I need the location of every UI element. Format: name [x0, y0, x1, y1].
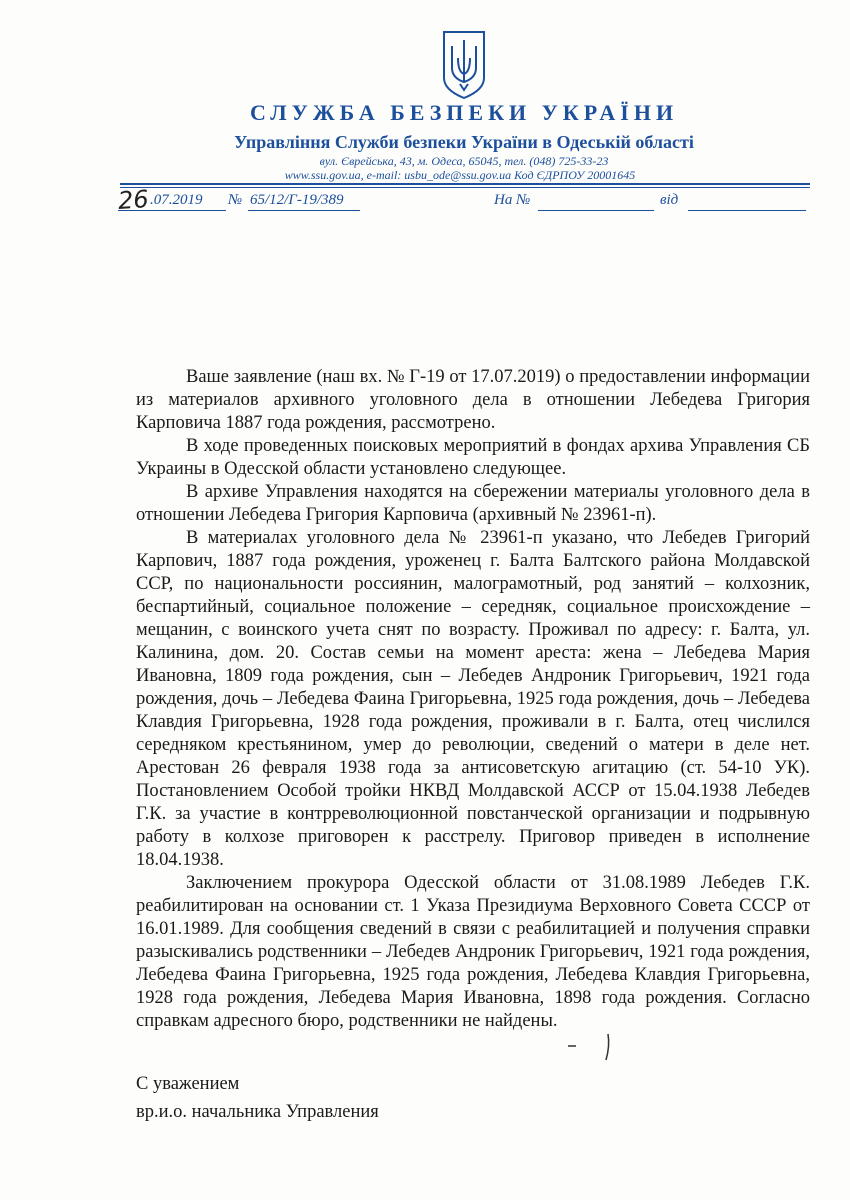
date-underline	[118, 210, 226, 211]
body-paragraph: В ходе проведенных поисковых мероприятий в фондах архива Управления СБ Украины в Одесской области установлено следующее.	[136, 436, 810, 479]
reference-row	[0, 184, 850, 216]
org-subtitle: Управління Служби безпеки України в Одеській області	[234, 132, 694, 152]
number-sign: №	[228, 192, 243, 208]
trident-icon	[440, 28, 488, 100]
body-paragraph: В материалах уголовного дела № 23961-п указано, что Лебедев Григорий Карпович, 1887 года рождения, уроженец г. Балта Балтского района Молдавской ССР, по национальности россиянин, малограмотный, род занятий – колхозник, беспартийный, социальное положение – середняк, социальное происхождение – мещанин, с воинского учета снят по возрасту. Проживал по адресу: г. Балта, ул. Калинина, дом. 20. Состав семьи на момент ареста: жена – Лебедева Мария Ивановна, 1809 года рождения, сын – Лебедев Андроник Григорьевич, 1921 года рождения, дочь – Лебедева Фаина Григорьевна, 1925 года рождения, дочь – Лебедева Клавдия Григорьевна, 1928 года рождения, проживали в г. Балта, отец числился середняком крестьянином, умер до революции, сведений о матери в деле нет. Арестован 26 февраля 1938 года за антисоветскую агитацию (ст. 54-10 УК). Постановлением Особой тройки НКВД Молдавской АССР от 15.04.1938 Лебедев Г.К. за участие в контрреволюционной повстанческой организации и подрывную работу в колхозе приговорен к расстрелу. Приговор приведен в исполнение 18.04.1938.	[136, 528, 810, 870]
incoming-date-blank	[688, 210, 806, 211]
org-address: вул. Єврейська, 43, м. Одеса, 65045, тел. (048) 725-33-23	[319, 154, 609, 168]
header-rule	[120, 183, 810, 185]
body-paragraph: Заключением прокурора Одесской области от 31.08.1989 Лебедев Г.К. реабилитирован на основании ст. 1 Указа Президиума Верховного Совета СССР от 16.01.1989. Для сообщения сведений в связи с реабилитацией и получения справки разыскивались родственники – Лебедев Андроник Григорьевич, 1921 года рождения, Лебедева Фаина Григорьевна, 1925 года рождения, Лебедева Клавдия Григорьевна, 1928 года рождения, Лебедева Мария Ивановна, 1898 года рождения. Согласно справкам адресного бюро, родственники не найдены.	[136, 873, 810, 1031]
closing-regards: С уважением	[136, 1074, 240, 1094]
org-contacts: www.ssu.gov.ua, e-mail: usbu_ode@ssu.gov.ua Код ЄДРПОУ 20001645	[284, 168, 636, 182]
incoming-number-label: На №	[494, 192, 531, 208]
closing-signatory-title: вр.и.о. начальника Управления	[136, 1102, 379, 1122]
handwritten-day: 26	[117, 184, 150, 216]
number-underline	[248, 210, 360, 211]
reference-number: 65/12/Г-19/389	[250, 192, 344, 208]
reference-date: .07.2019	[150, 192, 203, 208]
body-paragraph: В архиве Управления находятся на сбережении материалы уголовного дела в отношении Лебедева Григория Карповича (архивный № 23961-п).	[136, 482, 810, 525]
signature-mark	[560, 1028, 640, 1062]
org-name: СЛУЖБА БЕЗПЕКИ УКРАЇНИ	[249, 100, 679, 125]
incoming-number-blank	[538, 210, 654, 211]
letter-body	[136, 366, 810, 1033]
incoming-date-label: від	[660, 192, 679, 208]
body-paragraph: Ваше заявление (наш вх. № Г-19 от 17.07.2019) о предоставлении информации из материалов архивного уголовного дела в отношении Лебедева Григория Карповича 1887 года рождения, рассмотрено.	[136, 367, 810, 433]
